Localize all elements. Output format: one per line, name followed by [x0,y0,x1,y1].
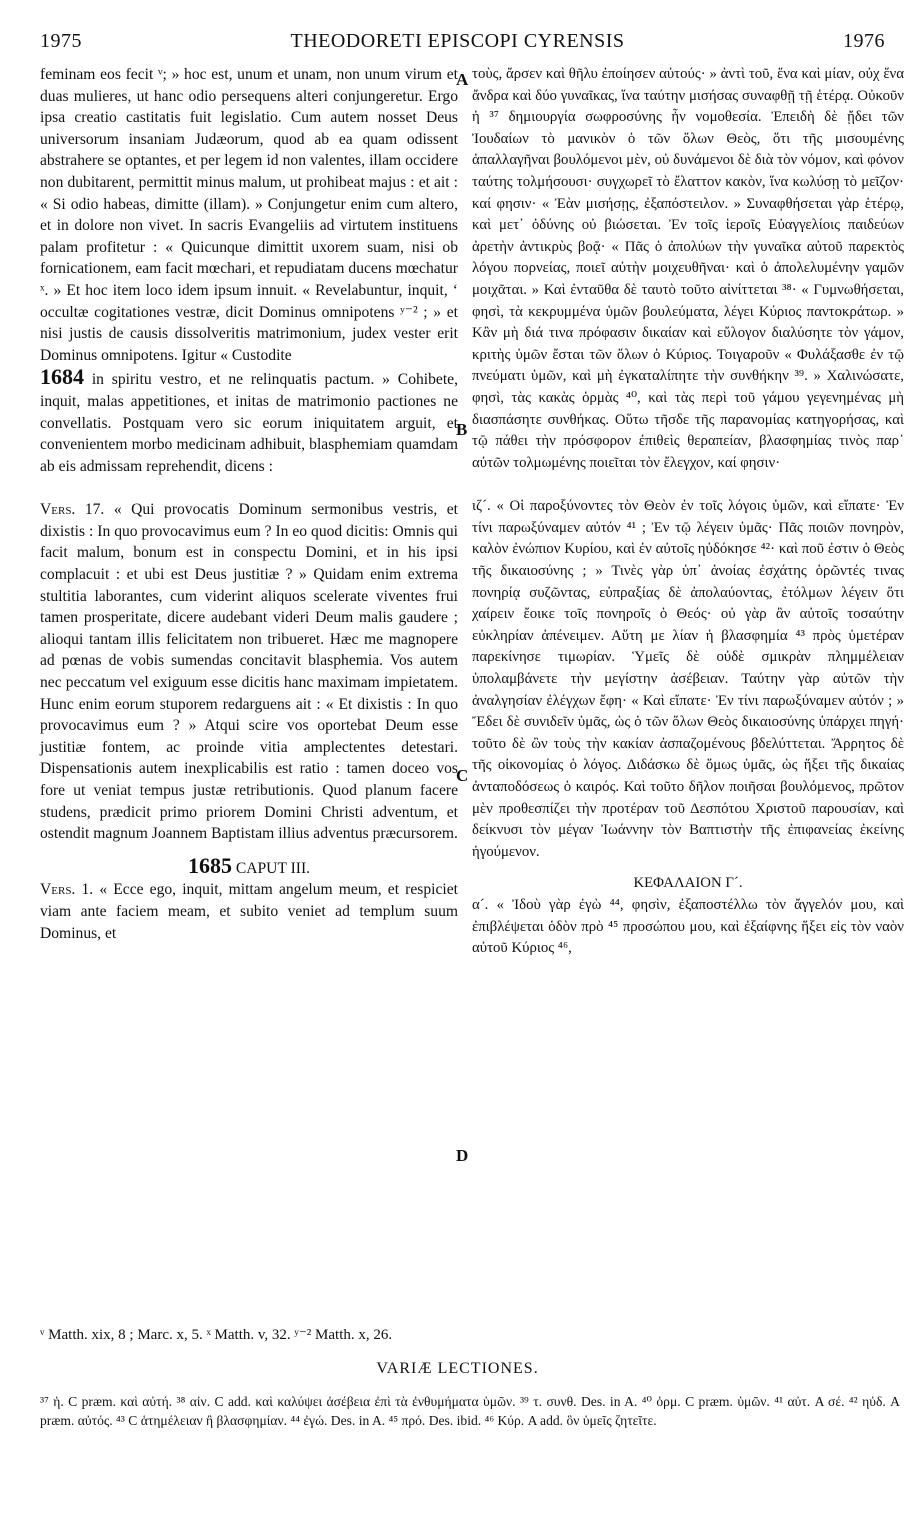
page-number-right: 1976 [843,30,885,52]
footnotes: ᵛ Matth. xix, 8 ; Marc. x, 5. ˣ Matth. v, 32. ʸ⁻² Matth. x, 26. [40,1327,393,1343]
running-title: THEODORETI EPISCOPI CYRENSIS [290,30,625,52]
latin-paragraph-1b: 1684 in spiritu vestro, et ne relinquatis pactum. » Cohibete, inquit, malas appetitiones, et initas de matrimonio pactiones ne convellatis. Postquam vero sic eorum iniquitatem arguit, et convenientem morbo medicinam adhibuit, blasphemiam quamdam ab eis admissam reprehendit, dicens : [40,364,458,475]
verse-label-1: Vers. 1. [40,881,94,899]
greek-paragraph-2: ιζ´. « Οἱ παροξύνοντες τὸν Θεὸν ἐν τοῖς λόγοις ὑμῶν, καὶ εἴπατε· Ἐν τίνι παρωξύναμεν αὐτόν ⁴¹ ; Ἐν τῷ λέγειν ὑμᾶς· Πᾶς ποιῶν πονηρὸν, καλὸν ἐνώπιον Κυρίου, καὶ ἐν αὐτοῖς ηὐδόκησε ⁴²· καὶ ποῦ ἐστιν ὁ Θεὸς τῆς δικαιοσύνης ; » Τινὲς γὰρ ὑπ᾽ ἀνοίας ἐσχάτης ὁρῶντές τινας πονηρίᾳ συζῶντας, εὐπραξίας δὲ ἀπολαύοντας, ἐτόλμων λέγειν ὅτι χαίρειν ἔοικε τοῖς πονηροῖς ὁ Θεός· οὐ γὰρ ἂν αὐτοῖς τοσαύτην εὐκληρίαν ἀπένειμεν. Αὕτη με λίαν ἡ βλασφημία ⁴³ πρὸς ὑμετέραν παρεκίνησε τιμωρίαν. Ὑμεῖς δὲ οὐδὲ σμικρὰν πλημμέλειαν ὑπολαμβάνετε τὴν μεγίστην ἀσέβειαν. Ταύτην γὰρ αὐτῶν τὴν ἀναλγησίαν ἐλέγχων ἔφη· « Καὶ εἴπατε· Ἐν τίνι παρωξύναμεν αὐτόν ; » Ἔδει δὲ συνιδεῖν ὑμᾶς, ὡς ὁ τῶν ὅλων Θεὸς δικαιοσύνης ὑπάρχει πηγή· τοῦτο δὲ ὢν τοὺς τὴν κακίαν ἀσπαζομένους βδελύττεται. Ἄρρητος δὲ τῆς οἰκονομίας ὁ λόγος. Διδάσκω δὲ ὅμως ὑμᾶς, ὡς ἥξει τῆς δικαίας ἀνταποδόσεως ὁ καιρός. Καὶ τοῦτο δῆλον ποιῆσαι βουλόμενος, πρῶτον μὲν προθεσπίζει τὴν προτέραν τοῦ Δεσπότου Χριστοῦ παρουσίαν, καὶ δείκνυσι τὸν μέγαν Ἰωάννην τὸν Βαπτιστὴν τῆς ἐπιφανείας ἐκείνης ἡγούμενον. [472,498,904,860]
greek-paragraph-3: α´. « Ἰδοὺ γὰρ ἐγὼ ⁴⁴, φησὶν, ἐξαποστέλλω τὸν ἄγγελόν μου, καὶ ἐπιβλέψεται ὁδὸν πρὸ ⁴⁵ προσώπου μου, καὶ ἐξαίφνης ἥξει εἰς τὸν ναὸν αὐτοῦ Κύριος ⁴⁶, [472,896,905,957]
greek-column [472,64,904,960]
margin-letter-a: A [456,70,469,89]
latin-paragraph-2: Vers. 17. « Qui provocatis Dominum sermonibus vestris, et dixistis : In quo provocavimus eum ? In eo quod dicitis: Omnis qui facit malum, bonum est in conspectu Domini, et in his ipsi complacuit : et ubi est Deus justitiæ ? » Quidam enim extrema stultitia laborantes, cum viderint aliquos scelerate viventes frui tamen prosperitate, dicere audebant videri Deum malis gaudere ; alioqui tantam illis felicitatem non tribueret. Hæc me magnopere ad pœnas de vobis sumendas concitavit blasphemia. Vos autem nec peccatum vel exiguum esse dicitis hanc maximam impietatem. Hunc enim eorum stuporem redarguens ait : « Et dixistis : In quo provocavimus eum ? » Atqui scire vos oportebat Deum esse justitiæ fontem, ac proinde vitia amplectentes detestari. Dispensationis autem inexplicabilis est ratio : tamen doceo vos fore ut veniat tempus justæ retributionis. Quod planum facere studens, prædicit primo priorem Domini Christi adventum, et ostendit magnum Joannem Baptistam illius adventus præcursorem. [40,501,458,843]
greek-verse-label-17: ιζ´. [472,498,491,515]
margin-letter-b: B [456,420,468,439]
variae-lectiones-title: VARIÆ LECTIONES. [376,1360,539,1377]
page-number-left: 1975 [40,30,82,52]
greek-paragraph-1: τοὺς, ἄρσεν καὶ θῆλυ ἐποίησεν αὐτούς· » ἀντὶ τοῦ, ἕνα καὶ μίαν, οὐχ ἕνα ἄνδρα καὶ δύο γυναῖκας, ἵνα ταύτην μισήσας συναφθῇ τῇ ἑτέρᾳ. Οὐκοῦν ἡ ³⁷ δημιουργία σωφροσύνης ἦν νομοθεσία. Ἐπειδὴ δὲ ᾔδει τῶν Ἰουδαίων τὸ μανικὸν ὁ τῶν ὅλων Θεὸς, ὅτι τῆς μισουμένης ἀπαλλαγῆναι βουλόμενοι μὲν, οὐ δυνάμενοι δὲ διὰ τὸν νόμον, καὶ φόνον ταύτης τολμήσουσι· συγχωρεῖ τὸ ἔλαττον κακὸν, ἵνα κωλύσῃ τὸ μεῖζον· καί φησιν· « Ἐὰν μισήσῃς, ἐξαπόστειλον. » Συναφθήσεται γὰρ ἑτέρῳ, καὶ μετ᾽ ὀδύνης οὐ βιώσεται. Ἐν τοῖς ἱεροῖς Εὐαγγελίοις παιδεύων ἀρετὴν ἀντικρὺς βοᾷ· « Πᾶς ὁ ἀπολύων τὴν γυναῖκα αὐτοῦ παρεκτὸς λόγου πορνείας, ποιεῖ αὐτὴν μοιχευθῆναι· καὶ ὁ ἀπολελυμένην γαμῶν μοιχᾶται. » Καὶ ἐνταῦθα δὲ ταυτὸ τοῦτο αἰνίττεται ³⁸· « Γυμνωθήσεται, φησὶ, τὰ κεκρυμμένα ὑμῶν βουλεύματα, λέγει Κύριος παντοκράτωρ. » Κἂν μὴ διά τινα πρόφασιν δικαίαν καὶ εὔλογον διαλύσητε τὸν γάμον, κριτὴς ὑμῶν ἔσται τῶν ὅλων ὁ Κύριος. Τοιγαροῦν « Φυλάξασθε ἐν τῷ πνεύματι ὑμῶν, καὶ μὴ ἐγκαταλίπητε τὴν συνθήκην ³⁹. » Χαλινώσατε, φησὶ, τὰς κακὰς ὁρμὰς ⁴⁰, καὶ τὰς περὶ τοῦ γάμου γεγενημένας μὴ διασπάσητε συνθήκας. Οὕτω τῆσδε τῆς παρανομίας κατηγορήσας, καὶ τῷ πάθει τὴν πρόσφορον ἐπιθεὶς θεραπείαν, βλασφημίας τινὸς παρ᾽ αὐτῶν τολμωμένης ποιεῖται τὸν ἔλεγχον, καί φησιν· [472,66,904,471]
running-header [0,30,915,60]
latin-column [40,64,458,944]
column-number-1685: 1685 [187,852,232,878]
variae-lectiones-text: ³⁷ ἡ. C præm. καὶ αὐτή. ³⁸ αἰν. C add. καὶ καλύψει ἀσέβεια ἐπὶ τὰ ἐνθυμήματα ὑμῶν. ³⁹ τ. συνθ. Des. in A. ⁴⁰ ὁρμ. C præm. ὑμῶν. ⁴¹ αὐτ. A σέ. ⁴² ηὐδ. A præm. αὐτός. ⁴³ C ἁτημέλειαν ἢ βλασφημίαν. ⁴⁴ ἐγώ. Des. in A. ⁴⁵ πρό. Des. ibid. ⁴⁶ Κύρ. A add. ὃν ὑμεῖς ζητεῖτε. [40,1394,900,1428]
margin-letter-c: C [456,766,469,785]
greek-verse-label-1: α´. [472,896,489,913]
column-number-1684: 1684 [40,364,84,390]
margin-letter-d: D [456,1146,469,1165]
latin-paragraph-1: feminam eos fecit ᵛ; » hoc est, unum et unam, non unum virum et duas mulieres, ut hanc odio persequens alteri conjungeretur. Ergo ipsa creatio castitatis fuit legislatio. Cum autem nosset Deus universorum insaniam Judæorum, quod ab ea quam odissent abstrahere se optantes, et per legem id non valentes, illam occidere non dubitarent, permittit minus malum, ut prohibeat majus : et ait : « Si odio habeas, dimitte (illam). » Conjungetur enim cum altero, et in dolore non vivet. In sacris Evangeliis ad virtutem instituens palam profitetur : « Quicunque dimittit uxorem suam, nisi ob fornicationem, eam facit mœchari, et repudiatam ducens mœchatur ˣ. » Et hoc item loco idem ipsum innuit. « Revelabuntur, inquit, ‘ occultæ cogitationes vestræ, dicit Dominus omnipotens ʸ⁻² ; » et nisi justis de causis dissolveritis matrimonium, judex vester erit Dominus omnipotens. Igitur « Custodite [40,66,458,364]
kephalaion-heading: ΚΕΦΑΛΑΙΟΝ Γ´. [633,875,743,892]
latin-paragraph-3: Vers. 1. « Ecce ego, inquit, mittam angelum meum, et respiciet viam ante faciem meam, et subito veniet ad templum suum Dominus, et [40,881,458,942]
verse-label-17: Vers. 17. [40,501,105,519]
caput-heading: 1685 CAPUT III. [187,852,311,878]
